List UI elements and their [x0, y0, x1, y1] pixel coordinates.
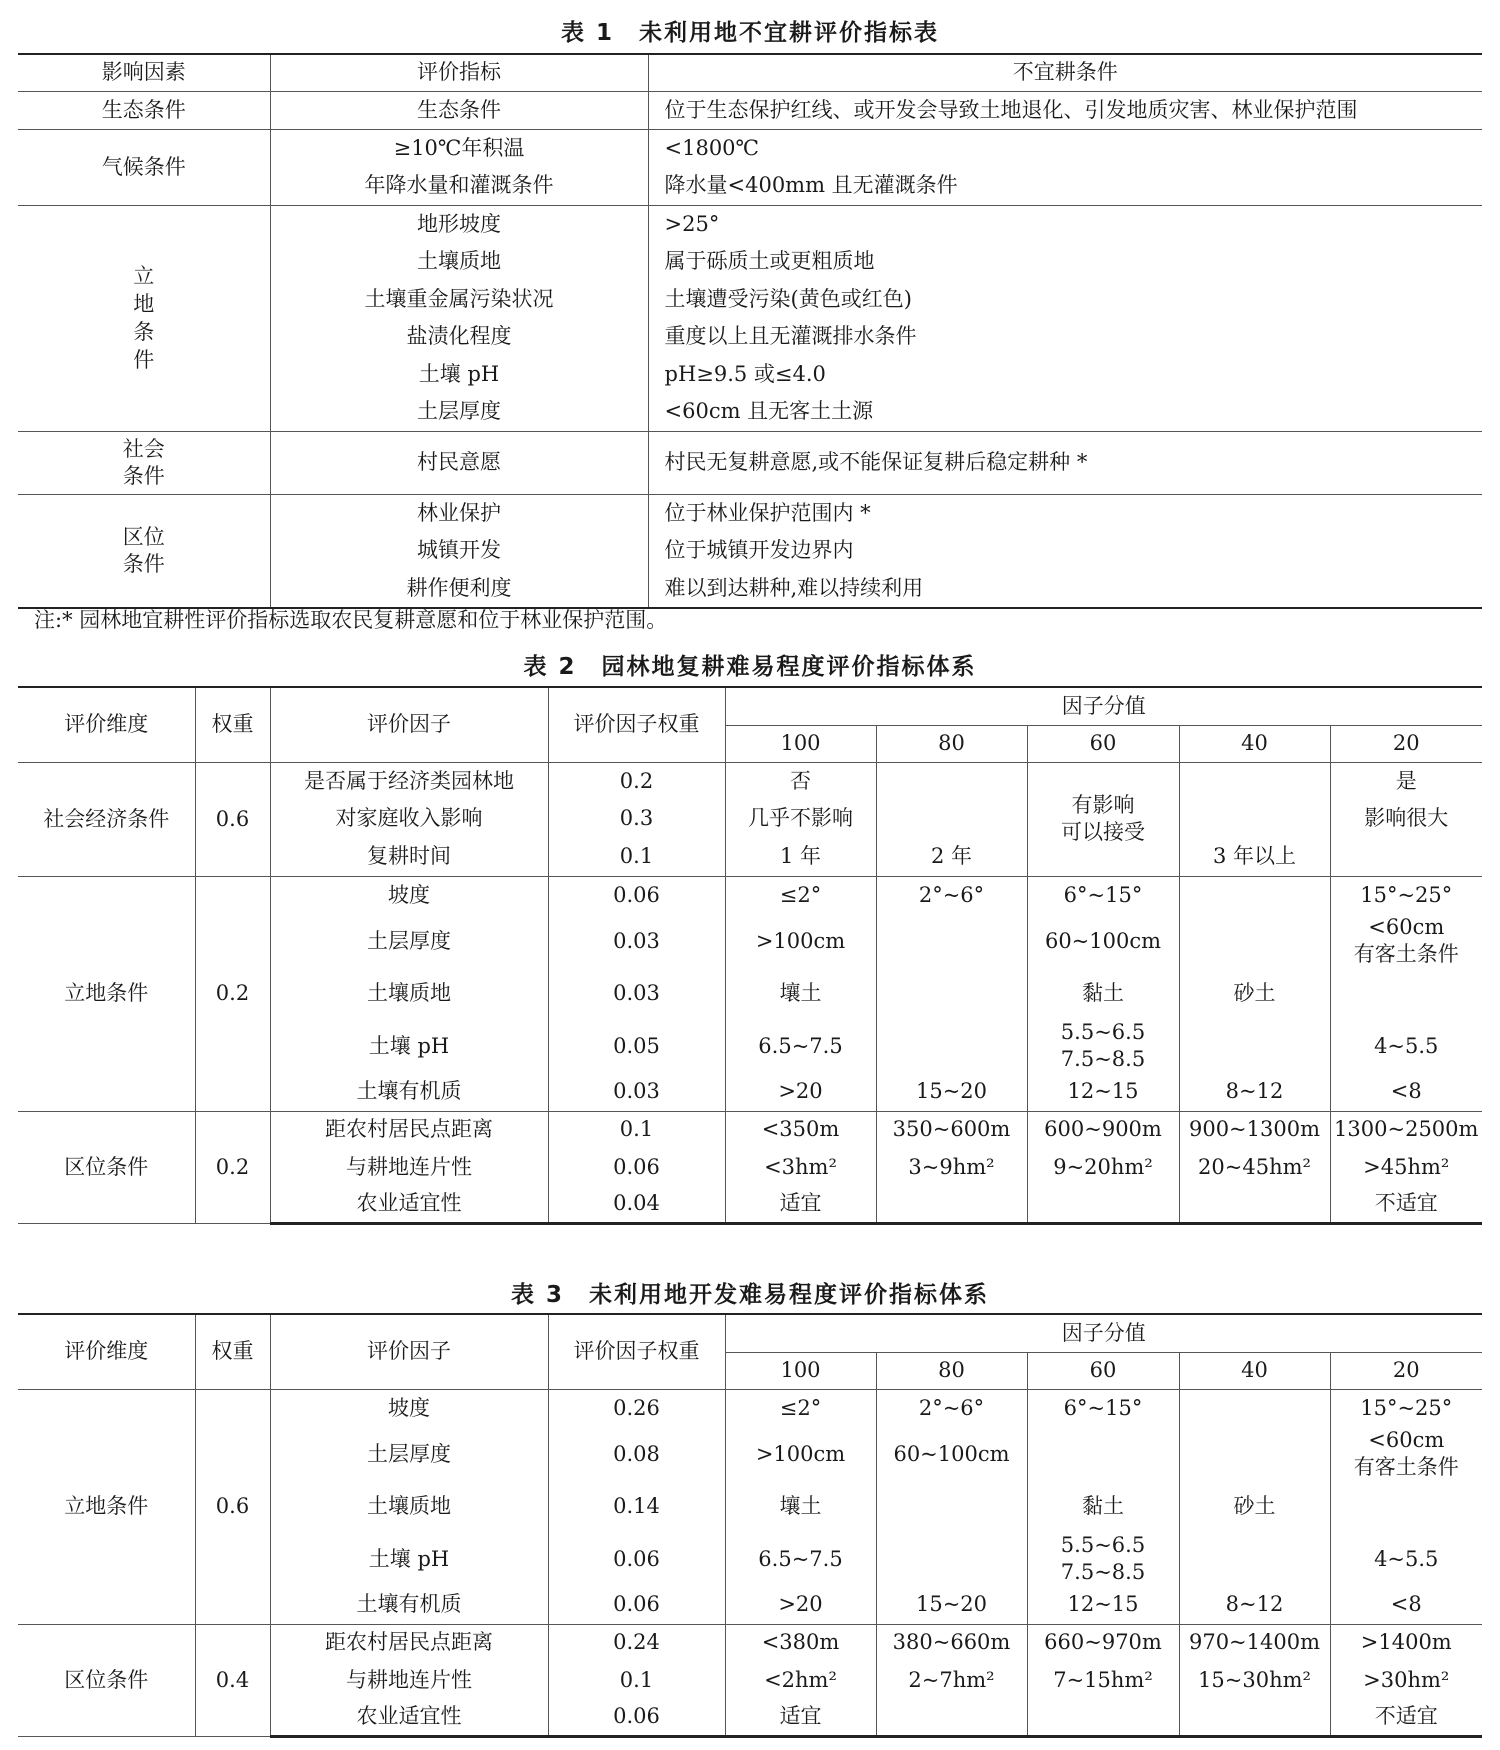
score-cell: <8: [1330, 1073, 1482, 1111]
table1-row-location: [18, 494, 1482, 608]
score-cell: [1179, 1186, 1330, 1223]
table3-row-distance: [18, 1624, 1482, 1661]
dimension-cell: 立地条件: [18, 1389, 195, 1624]
indicator-cell: 耕作便利度: [406, 575, 512, 600]
score-cell: [876, 968, 1027, 1019]
score-cell: [1027, 1699, 1179, 1736]
score-80-stack: [876, 762, 1027, 876]
score-cell: 是: [1395, 768, 1417, 793]
score-cell: 几乎不影响: [748, 806, 853, 831]
table1: [18, 53, 1482, 609]
factor-cell: 距农村居民点距离: [270, 1111, 548, 1148]
score-cell: [1179, 1019, 1330, 1073]
weight-cell: 0.4: [195, 1624, 270, 1736]
factor-cell: 是否属于经济类园林地: [304, 768, 514, 793]
score-cell: <60cm: [1368, 1428, 1445, 1452]
condition-stack: [648, 494, 1482, 608]
condition-cell: 属于砾质土或更粗质地: [664, 249, 875, 273]
factor-cell: 坡度: [270, 876, 548, 914]
score-cell: <380m: [725, 1624, 876, 1661]
score-cell: 6.5~7.5: [725, 1019, 876, 1073]
score-cell: 不适宜: [1330, 1699, 1482, 1736]
score-level: 60: [1027, 725, 1179, 762]
score-level: 20: [1330, 1352, 1482, 1389]
score-cell: 适宜: [725, 1699, 876, 1736]
score-cell: 4~5.5: [1330, 1019, 1482, 1073]
factor-weight-cell: 0.06: [548, 876, 725, 914]
score-cell: [1179, 1389, 1330, 1427]
factor-cell: 农业适宜性: [270, 1186, 548, 1223]
score-cell: 黏土: [1027, 1481, 1179, 1532]
header-factor: 评价因子: [270, 1314, 548, 1389]
score-cell: 有影响: [1071, 793, 1135, 818]
score-cell-two-line: [1330, 914, 1482, 968]
condition-cell: 降水量<400mm 且无灌溉条件: [664, 173, 958, 197]
indicator-cell: 土层厚度: [417, 399, 501, 423]
score-cell: 5.5~6.5: [1060, 1020, 1146, 1045]
table2-header-row: [18, 687, 1482, 725]
score-level: 80: [876, 1352, 1027, 1389]
factor-weight-cell: 0.08: [548, 1427, 725, 1481]
factor-weight-cell: 0.1: [548, 1661, 725, 1699]
factor-cell: 气候条件: [18, 129, 270, 205]
score-cell: 15~20: [876, 1073, 1027, 1111]
factor-stack: [270, 762, 548, 876]
factor-cell: 土壤有机质: [270, 1586, 548, 1624]
score-cell: [1179, 1427, 1330, 1481]
factor-weight-cell: 0.06: [548, 1148, 725, 1186]
factor-cell: 土壤有机质: [270, 1073, 548, 1111]
factor-cell: 立 地 条 件: [18, 205, 270, 431]
condition-stack: [648, 129, 1482, 205]
score-cell: >100cm: [725, 914, 876, 968]
factor-weight-stack: [548, 762, 725, 876]
factor-weight-cell: 0.03: [548, 968, 725, 1019]
factor-weight-cell: 0.03: [548, 1073, 725, 1111]
score-cell: [1330, 1481, 1482, 1532]
factor-weight-cell: 0.06: [548, 1532, 725, 1586]
factor-cell: 距农村居民点距离: [270, 1624, 548, 1661]
score-cell: 适宜: [725, 1186, 876, 1223]
score-cell: 9~20hm²: [1027, 1148, 1179, 1186]
condition-stack: [648, 205, 1482, 431]
factor-cell: 土壤 pH: [270, 1019, 548, 1073]
weight-cell: 0.2: [195, 1111, 270, 1223]
score-cell: 2°~6°: [876, 1389, 1027, 1427]
score-cell: 1300~2500m: [1330, 1111, 1482, 1148]
score-cell: 970~1400m: [1179, 1624, 1330, 1661]
score-cell: 不适宜: [1330, 1186, 1482, 1223]
score-cell: [876, 1019, 1027, 1073]
indicator-stack: [270, 129, 648, 205]
score-cell: 6°~15°: [1027, 1389, 1179, 1427]
score-cell: [1027, 1186, 1179, 1223]
condition-cell: <1800℃: [664, 135, 760, 160]
condition-cell: 土壤遭受污染(黄色或红色): [664, 286, 912, 311]
factor-cell: 与耕地连片性: [270, 1661, 548, 1699]
score-cell: [1027, 1427, 1179, 1481]
table2-row-slope: [18, 876, 1482, 914]
score-cell: <3hm²: [725, 1148, 876, 1186]
header-factor: 评价因子: [270, 687, 548, 762]
score-cell: 5.5~6.5: [1060, 1533, 1146, 1557]
table3-caption: 表 3 未利用地开发难易程度评价指标体系: [510, 1282, 989, 1308]
condition-cell: 村民无复耕意愿,或不能保证复耕后稳定耕种 *: [648, 431, 1482, 494]
factor-weight-cell: 0.06: [548, 1699, 725, 1736]
score-cell: 7.5~8.5: [1060, 1047, 1146, 1072]
dimension-cell: 区位条件: [18, 1111, 195, 1223]
score-level: 40: [1179, 1352, 1330, 1389]
score-cell: [1179, 914, 1330, 968]
score-cell: >100cm: [725, 1427, 876, 1481]
dimension-cell: 区位条件: [18, 1624, 195, 1736]
factor-weight-cell: 0.2: [619, 768, 654, 793]
table1-header-indicator: 评价指标: [270, 54, 648, 91]
score-20-stack: [1330, 762, 1482, 876]
factor-cell: 社会 条件: [18, 431, 270, 494]
indicator-cell: 土壤重金属污染状况: [364, 286, 554, 311]
header-scores: 因子分值: [725, 1314, 1482, 1352]
score-cell: ≤2°: [725, 876, 876, 914]
indicator-cell: 林业保护: [417, 500, 501, 525]
score-cell: 影响很大: [1364, 806, 1449, 831]
score-cell: 有客土条件: [1353, 942, 1459, 967]
condition-cell: pH≥9.5 或≤4.0: [664, 361, 826, 386]
score-60-cell: [1027, 762, 1179, 876]
score-cell: 6.5~7.5: [725, 1532, 876, 1586]
factor-cell: 土壤质地: [270, 1481, 548, 1532]
score-cell: 15°~25°: [1330, 876, 1482, 914]
header-dimension: 评价维度: [18, 1314, 195, 1389]
score-cell: 20~45hm²: [1179, 1148, 1330, 1186]
score-cell: [1179, 1532, 1330, 1586]
score-cell: 可以接受: [1061, 820, 1145, 845]
score-cell: <60cm: [1368, 915, 1445, 940]
table2-group-socioeconomic: [18, 762, 1482, 876]
score-cell: >30hm²: [1330, 1661, 1482, 1699]
table1-note: 注:* 园林地宜耕性评价指标选取农民复耕意愿和位于林业保护范围。: [34, 608, 668, 632]
score-cell: <350m: [725, 1111, 876, 1148]
factor-weight-cell: 0.03: [548, 914, 725, 968]
table2-row-distance: [18, 1111, 1482, 1148]
score-cell-two-line: [1027, 1532, 1179, 1586]
indicator-cell: 村民意愿: [270, 431, 648, 494]
table3: [18, 1313, 1482, 1738]
score-cell: 3~9hm²: [876, 1148, 1027, 1186]
factor-weight-cell: 0.26: [548, 1389, 725, 1427]
table1-row-ecology: [18, 91, 1482, 129]
score-cell: >1400m: [1330, 1624, 1482, 1661]
score-cell: [876, 1481, 1027, 1532]
score-cell: 380~660m: [876, 1624, 1027, 1661]
score-cell: <2hm²: [725, 1661, 876, 1699]
score-cell: [876, 914, 1027, 968]
factor-cell: 土壤质地: [270, 968, 548, 1019]
score-cell: 900~1300m: [1179, 1111, 1330, 1148]
score-level: 100: [725, 725, 876, 762]
header-dimension: 评价维度: [18, 687, 195, 762]
indicator-cell: 城镇开发: [417, 538, 501, 562]
indicator-stack: [270, 494, 648, 608]
score-cell: [876, 1532, 1027, 1586]
score-cell-two-line: [1027, 1019, 1179, 1073]
score-cell: ≤2°: [725, 1389, 876, 1427]
factor-cell: 土壤 pH: [270, 1532, 548, 1586]
score-cell: 8~12: [1179, 1073, 1330, 1111]
score-cell: 60~100cm: [1027, 914, 1179, 968]
score-cell: 2 年: [930, 843, 973, 868]
factor-weight-cell: 0.14: [548, 1481, 725, 1532]
indicator-cell: 生态条件: [270, 91, 648, 129]
factor-cell: 对家庭收入影响: [335, 806, 483, 831]
score-cell: [1179, 876, 1330, 914]
factor-weight-cell: 0.04: [548, 1186, 725, 1223]
factor-cell: 与耕地连片性: [270, 1148, 548, 1186]
score-cell: [1330, 968, 1482, 1019]
condition-cell: 位于生态保护红线、或开发会导致土地退化、引发地质灾害、林业保护范围: [648, 91, 1482, 129]
score-cell: <8: [1330, 1586, 1482, 1624]
factor-cell: 坡度: [270, 1389, 548, 1427]
score-cell: 12~15: [1027, 1586, 1179, 1624]
score-40-stack: [1179, 762, 1330, 876]
score-cell: 15°~25°: [1330, 1389, 1482, 1427]
table3-row-slope: [18, 1389, 1482, 1427]
score-cell: 15~30hm²: [1179, 1661, 1330, 1699]
factor-cell: 区位 条件: [18, 494, 270, 608]
factor-weight-cell: 0.3: [619, 806, 654, 831]
score-cell: 黏土: [1027, 968, 1179, 1019]
score-100-stack: [725, 762, 876, 876]
table1-row-climate: [18, 129, 1482, 205]
score-cell: 壤土: [725, 968, 876, 1019]
factor-cell: 生态条件: [18, 91, 270, 129]
score-cell: [1179, 1699, 1330, 1736]
header-weight: 权重: [195, 687, 270, 762]
table3-header-row: [18, 1314, 1482, 1352]
score-cell: 2~7hm²: [876, 1661, 1027, 1699]
score-cell: >20: [725, 1073, 876, 1111]
indicator-stack: [270, 205, 648, 431]
indicator-cell: 地形坡度: [417, 211, 501, 236]
score-cell: 600~900m: [1027, 1111, 1179, 1148]
indicator-cell: ≥10℃年积温: [393, 135, 525, 160]
table1-header-factor: 影响因素: [18, 54, 270, 91]
score-level: 60: [1027, 1352, 1179, 1389]
condition-cell: 重度以上且无灌溉排水条件: [664, 324, 917, 348]
factor-weight-cell: 0.06: [548, 1586, 725, 1624]
table1-header-condition: 不宜耕条件: [648, 54, 1482, 91]
score-cell: 有客土条件: [1353, 1455, 1459, 1479]
score-cell: 3 年以上: [1212, 843, 1297, 868]
condition-cell: >25°: [664, 211, 720, 236]
score-cell: >45hm²: [1330, 1148, 1482, 1186]
score-cell: 7~15hm²: [1027, 1661, 1179, 1699]
score-cell: 60~100cm: [876, 1427, 1027, 1481]
score-cell: 砂土: [1179, 1481, 1330, 1532]
condition-cell: 难以到达耕种,难以持续利用: [664, 575, 924, 600]
score-cell-two-line: [1330, 1427, 1482, 1481]
factor-cell: 土层厚度: [270, 1427, 548, 1481]
factor-cell: 农业适宜性: [270, 1699, 548, 1736]
score-cell: [876, 1186, 1027, 1223]
score-level: 80: [876, 725, 1027, 762]
table1-row-social: [18, 431, 1482, 494]
factor-weight-cell: 0.24: [548, 1624, 725, 1661]
indicator-cell: 年降水量和灌溉条件: [364, 173, 554, 197]
weight-cell: 0.6: [195, 762, 270, 876]
table1-caption: 表 1 未利用地不宜耕评价指标表: [560, 20, 939, 46]
score-cell: 660~970m: [1027, 1624, 1179, 1661]
score-cell: 2°~6°: [876, 876, 1027, 914]
score-cell: 6°~15°: [1027, 876, 1179, 914]
dimension-cell: 社会经济条件: [18, 762, 195, 876]
score-cell: 1 年: [779, 843, 822, 868]
score-cell: 壤土: [725, 1481, 876, 1532]
header-factor-weight: 评价因子权重: [548, 1314, 725, 1389]
score-cell: 砂土: [1179, 968, 1330, 1019]
score-cell: 4~5.5: [1330, 1532, 1482, 1586]
factor-cell: 土层厚度: [270, 914, 548, 968]
score-cell: >20: [725, 1586, 876, 1624]
score-level: 40: [1179, 725, 1330, 762]
factor-cell: 复耕时间: [367, 843, 451, 868]
dimension-cell: 立地条件: [18, 876, 195, 1111]
score-cell: 12~15: [1027, 1073, 1179, 1111]
score-cell: 15~20: [876, 1586, 1027, 1624]
factor-weight-cell: 0.1: [548, 1111, 725, 1148]
condition-cell: 位于林业保护范围内 *: [664, 500, 871, 525]
header-factor-weight: 评价因子权重: [548, 687, 725, 762]
condition-cell: <60cm 且无客土土源: [664, 399, 874, 423]
score-cell: 8~12: [1179, 1586, 1330, 1624]
score-cell: [876, 1699, 1027, 1736]
factor-weight-cell: 0.05: [548, 1019, 725, 1073]
header-scores: 因子分值: [725, 687, 1482, 725]
indicator-cell: 盐渍化程度: [406, 324, 512, 348]
indicator-cell: 土壤 pH: [418, 361, 500, 386]
table2: [18, 686, 1482, 1225]
condition-cell: 位于城镇开发边界内: [664, 538, 854, 562]
weight-cell: 0.6: [195, 1389, 270, 1624]
score-cell: 否: [790, 768, 811, 793]
header-weight: 权重: [195, 1314, 270, 1389]
table1-header-row: [18, 54, 1482, 91]
weight-cell: 0.2: [195, 876, 270, 1111]
score-cell: 7.5~8.5: [1060, 1560, 1146, 1584]
table2-caption: 表 2 园林地复耕难易程度评价指标体系: [523, 654, 977, 680]
score-level: 20: [1330, 725, 1482, 762]
indicator-cell: 土壤质地: [417, 249, 501, 273]
score-cell: 350~600m: [876, 1111, 1027, 1148]
factor-weight-cell: 0.1: [619, 843, 654, 868]
table1-row-site: [18, 205, 1482, 431]
score-level: 100: [725, 1352, 876, 1389]
